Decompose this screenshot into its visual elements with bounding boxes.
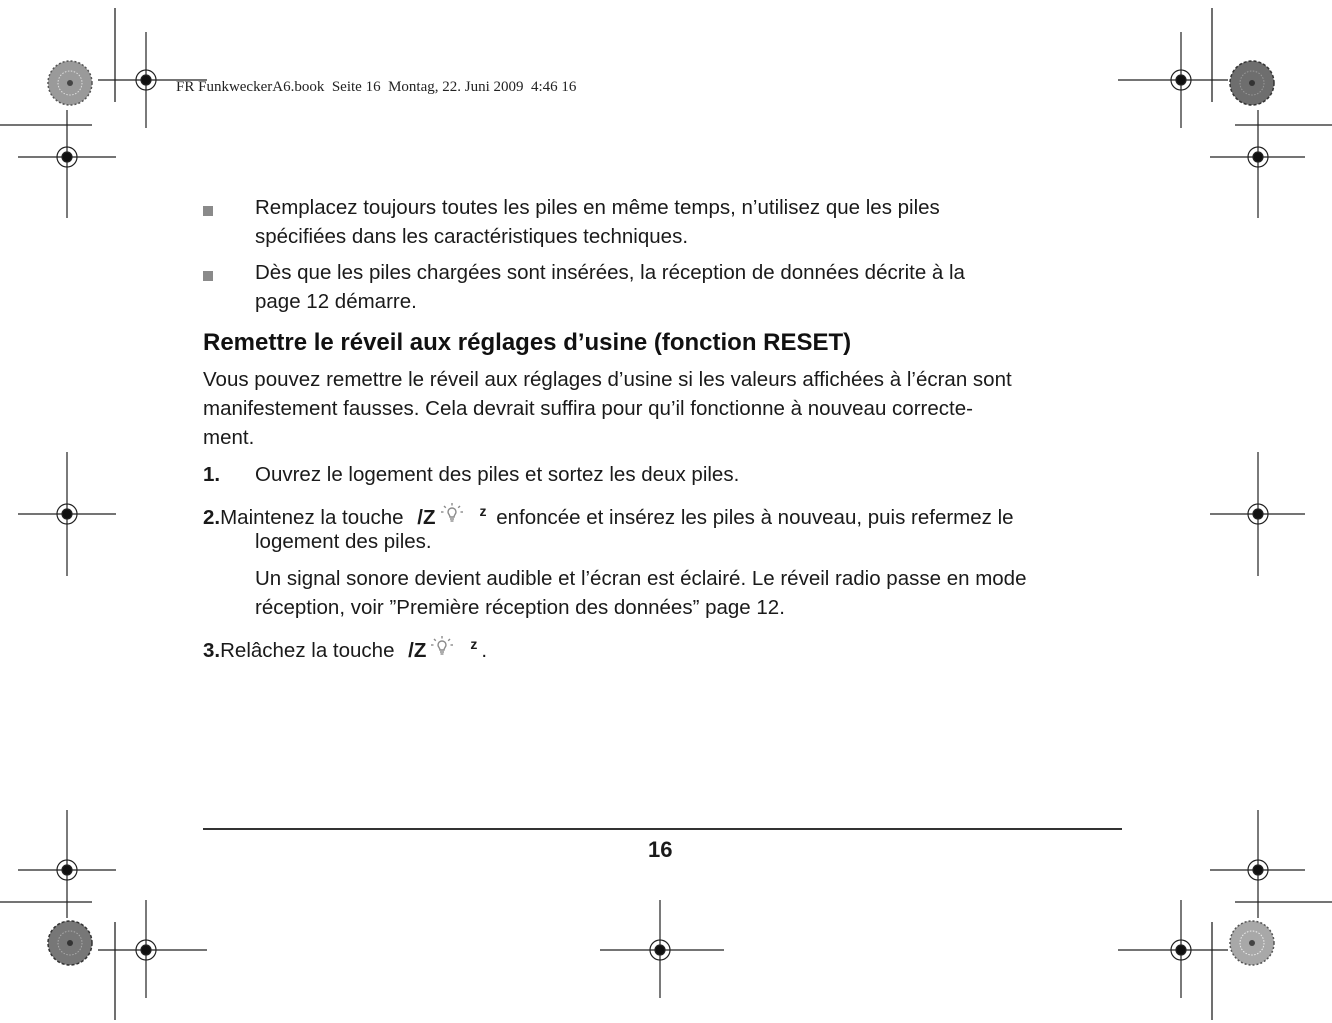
- starburst-target-top-right: [1230, 61, 1274, 105]
- bullet-item-1-line1: Remplacez toujours toutes les piles en même temps, n’utilisez que les piles: [255, 196, 940, 219]
- bullet-item-1: [255, 193, 1135, 251]
- step-3-row: [203, 630, 487, 667]
- bullet-square-icon: [203, 206, 213, 216]
- step-1-text: Ouvrez le logement des piles et sortez les deux piles.: [255, 463, 740, 486]
- light-key-label: /Z: [417, 505, 436, 529]
- intro-line-3: ment.: [203, 426, 255, 449]
- step-2-text-after: enfoncée et insérez les piles à nouveau, puis refermez le: [490, 505, 1014, 529]
- step-2-number: 2.: [203, 505, 221, 529]
- intro-paragraph: [203, 365, 1133, 452]
- step-1-number: 1.: [203, 463, 221, 486]
- print-slug: FR FunkweckerA6.book Seite 16 Montag, 22. Juni 2009 4:46 16: [176, 79, 577, 95]
- step-3-number: 3.: [203, 638, 221, 662]
- step-2-sup: z: [479, 503, 487, 519]
- intro-line-1: Vous pouvez remettre le réveil aux réglages d’usine si les valeurs affichées à l’écran sont: [203, 368, 1012, 391]
- intro-line-2: manifestement fausses. Cela devrait suffira pour qu’il fonctionne à nouveau correcte-: [203, 397, 973, 420]
- starburst-target-bottom-left: [48, 921, 92, 965]
- registration-mark-left-upper: [18, 110, 116, 218]
- light-key-label: /Z: [408, 638, 427, 662]
- registration-mark-bottom-center: [600, 900, 724, 998]
- bullet-square-icon: [203, 271, 213, 281]
- starburst-target-bottom-right: [1230, 921, 1274, 965]
- page-number: 16: [648, 837, 673, 862]
- registration-mark-right-middle: [1210, 452, 1305, 576]
- registration-mark-left-middle: [18, 452, 116, 576]
- registration-mark-right-upper: [1210, 110, 1305, 218]
- section-heading: Remettre le réveil aux réglages d’usine (fonction RESET): [203, 329, 852, 356]
- step-3-sup: z: [470, 636, 478, 652]
- step-2-note-line1: Un signal sonore devient audible et l’écran est éclairé. Le réveil radio passe en mode: [255, 567, 1027, 590]
- bullet-item-2-line1: Dès que les piles chargées sont insérées, la réception de données décrite à la: [255, 261, 965, 284]
- footer-rule: [203, 828, 1122, 830]
- step-2-line2: logement des piles.: [255, 530, 432, 553]
- light-bulb-icon: [430, 635, 454, 667]
- step-3-text-after: .: [481, 638, 488, 662]
- starburst-target-top-left: [48, 61, 92, 105]
- step-2-note: [255, 564, 1135, 622]
- step-3-text-before: Relâchez la touche: [220, 638, 401, 662]
- bullet-item-1-line2: spécifiées dans les caractéristiques techniques.: [255, 225, 689, 248]
- step-2-note-line2: réception, voir ”Première réception des données” page 12.: [255, 596, 785, 619]
- bullet-item-2-line2: page 12 démarre.: [255, 290, 417, 313]
- bullet-item-2: [255, 258, 1135, 316]
- step-2-text-before: Maintenez la touche: [220, 505, 410, 529]
